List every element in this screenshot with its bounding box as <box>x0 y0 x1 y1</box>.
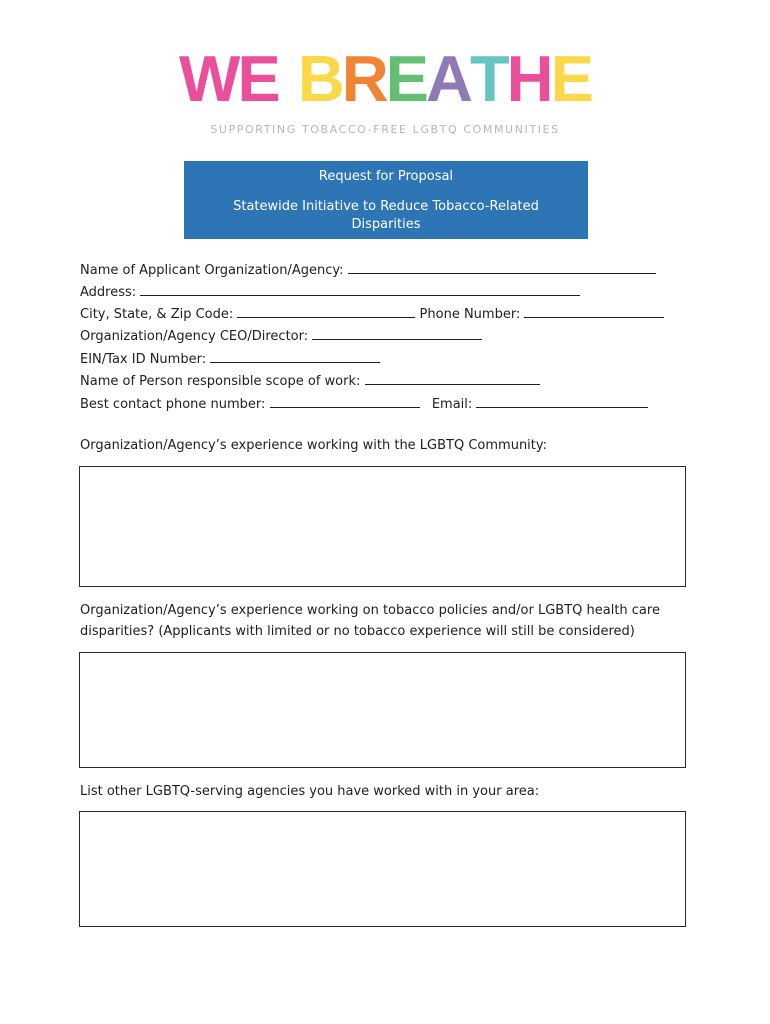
phone-line[interactable] <box>524 303 664 318</box>
ein-line[interactable] <box>210 348 380 363</box>
logo-letter: A <box>426 42 470 115</box>
address-field <box>80 281 580 301</box>
org-name-line[interactable] <box>348 259 656 274</box>
logo-letter: H <box>506 42 551 115</box>
rfp-banner <box>184 161 588 239</box>
responsible-person-field <box>80 370 540 390</box>
address-line[interactable] <box>140 281 580 296</box>
logo-letter: W <box>179 42 238 115</box>
org-name-field <box>80 259 656 279</box>
logo-letter: B <box>297 42 342 115</box>
lgbtq-experience-textbox[interactable] <box>79 466 686 587</box>
other-agencies-textbox[interactable] <box>79 811 686 927</box>
email-label: Email: <box>431 397 473 412</box>
ceo-line[interactable] <box>312 325 482 340</box>
question-line: Organization/Agency’s experience working on tobacco policies and/or LGBTQ health care <box>80 603 660 618</box>
question-tobacco-experience <box>80 600 660 642</box>
question-other-agencies: List other LGBTQ-serving agencies you have worked with in your area: <box>80 784 540 799</box>
city-state-zip-field <box>80 303 664 323</box>
email-line[interactable] <box>476 393 648 408</box>
phone-label: Phone Number: <box>419 307 521 322</box>
responsible-person-label: Name of Person responsible scope of work: <box>80 374 361 389</box>
question-lgbtq-experience: Organization/Agency’s experience working with the LGBTQ Community: <box>80 438 548 453</box>
tobacco-experience-textbox[interactable] <box>79 652 686 768</box>
logo-letter: T <box>469 42 507 115</box>
ein-label: EIN/Tax ID Number: <box>80 352 207 367</box>
logo-letter: E <box>237 42 278 115</box>
question-line: disparities? (Applicants with limited or no tobacco experience will still be considered) <box>80 624 635 639</box>
contact-phone-line[interactable] <box>270 393 420 408</box>
logo-letter: E <box>385 42 426 115</box>
we-breathe-logo <box>0 44 770 114</box>
banner-subtitle: Statewide Initiative to Reduce Tobacco-Related Disparities <box>233 199 539 232</box>
responsible-person-line[interactable] <box>365 370 540 385</box>
logo-letter: R <box>341 42 386 115</box>
contact-phone-field <box>80 393 648 413</box>
ceo-label: Organization/Agency CEO/Director: <box>80 329 309 344</box>
city-state-zip-line[interactable] <box>237 303 415 318</box>
banner-title: Request for Proposal <box>318 169 454 184</box>
contact-phone-label: Best contact phone number: <box>80 397 266 412</box>
logo-letter: E <box>550 42 591 115</box>
ein-field <box>80 348 380 368</box>
city-state-zip-label: City, State, & Zip Code: <box>80 307 234 322</box>
logo-tagline: SUPPORTING TOBACCO-FREE LGBTQ COMMUNITIES <box>210 123 560 136</box>
org-name-label: Name of Applicant Organization/Agency: <box>80 263 344 278</box>
address-label: Address: <box>80 285 137 300</box>
ceo-field <box>80 325 482 345</box>
